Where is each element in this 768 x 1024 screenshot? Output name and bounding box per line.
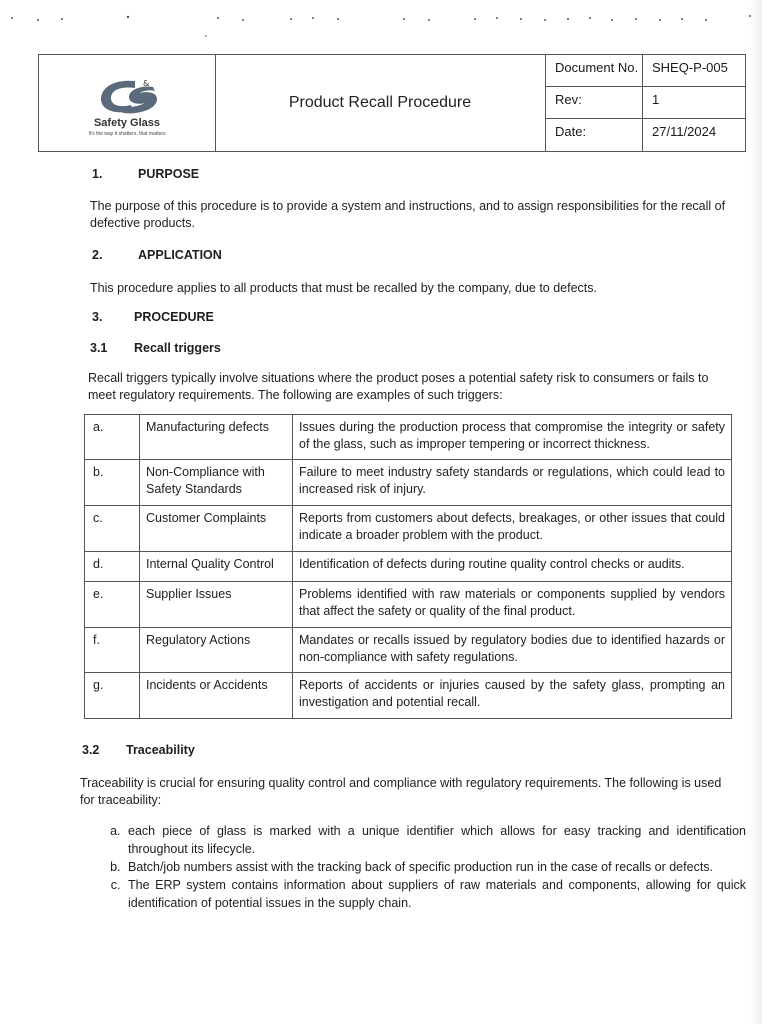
section-number: 3.1 <box>90 341 108 355</box>
trigger-name: Regulatory Actions <box>140 628 293 673</box>
trigger-row <box>85 628 732 673</box>
traceability-item: a. each piece of glass is marked with a unique identifier which allows for easy tracking and identification throughout its lifecycle. <box>124 822 746 858</box>
subsection-heading-recall-triggers <box>90 341 221 355</box>
section-heading-purpose <box>92 167 199 181</box>
section-number: 1. <box>92 167 103 181</box>
svg-text:&: & <box>143 79 150 88</box>
company-name: Safety Glass <box>93 117 161 129</box>
scan-speckles <box>0 12 768 42</box>
trigger-name: Internal Quality Control <box>140 552 293 582</box>
application-text: This procedure applies to all products that must be recalled by the company, due to defects. <box>90 281 597 295</box>
trigger-description: Mandates or recalls issued by regulatory bodies due to identified hazards or non-compliance with safety regulations. <box>293 628 732 673</box>
meta-value: SHEQ-P-005 <box>652 60 728 75</box>
trigger-description: Failure to meet industry safety standards or regulations, which could lead to increased risk of injury. <box>293 460 732 506</box>
trigger-row <box>85 552 732 582</box>
trigger-name: Incidents or Accidents <box>140 673 293 719</box>
logo-cell <box>39 55 216 151</box>
trigger-row <box>85 415 732 460</box>
section-heading-application <box>92 248 222 262</box>
traceability-intro: Traceability is crucial for ensuring quality control and compliance with regulatory requirements. The following is used for traceability: <box>80 776 722 807</box>
meta-value: 27/11/2024 <box>652 124 717 139</box>
section-title: Traceability <box>126 743 195 757</box>
meta-row-document-no <box>546 55 745 87</box>
section-number: 3.2 <box>82 743 100 757</box>
trigger-description: Identification of defects during routine quality control checks or audits. <box>293 552 732 582</box>
trigger-name: Customer Complaints <box>140 506 293 552</box>
trigger-id: b. <box>85 460 140 506</box>
trigger-name: Supplier Issues <box>140 582 293 628</box>
trigger-name: Manufacturing defects <box>140 415 293 460</box>
section-title: PROCEDURE <box>134 310 214 324</box>
meta-label: Rev: <box>546 87 643 118</box>
trigger-row <box>85 673 732 719</box>
recall-triggers-table <box>84 414 732 719</box>
section-title: PURPOSE <box>138 167 200 181</box>
trigger-row <box>85 582 732 628</box>
purpose-text: The purpose of this procedure is to provide a system and instructions, and to assign responsibilities for the recall of defective products. <box>90 199 726 230</box>
trigger-description: Reports of accidents or injuries caused by the safety glass, prompting an investigation and potential recall. <box>293 673 732 719</box>
document-header-table <box>38 54 746 152</box>
trigger-description: Problems identified with raw materials or components supplied by vendors that affect the safety or quality of the final product. <box>293 582 732 628</box>
meta-label: Date: <box>546 119 643 151</box>
trigger-row <box>85 506 732 552</box>
recall-triggers-intro: Recall triggers typically involve situations where the product poses a potential safety risk to consumers or fails to meet regulatory requirements. The following are examples of such triggers: <box>88 371 709 402</box>
trigger-description: Reports from customers about defects, breakages, or other issues that could indicate a broader problem with the product. <box>293 506 732 552</box>
section-heading-procedure <box>92 310 214 324</box>
trigger-id: d. <box>85 552 140 582</box>
section-number: 3. <box>92 310 103 324</box>
meta-value: 1 <box>652 92 660 107</box>
trigger-id: c. <box>85 506 140 552</box>
company-tagline: It's the way it shatters, that matters <box>88 131 166 137</box>
meta-row-rev <box>546 87 745 119</box>
safety-glass-logo-icon <box>95 77 161 117</box>
scan-edge-shadow <box>750 0 762 1024</box>
trigger-id: e. <box>85 582 140 628</box>
trigger-description: Issues during the production process that compromise the integrity or safety of the glass, such as improper tempering or incorrect thickness. <box>293 415 732 460</box>
traceability-item: b. Batch/job numbers assist with the tracking back of specific production run in the case of recalls or defects. <box>124 858 746 876</box>
traceability-list <box>96 822 746 912</box>
trigger-name: Non-Compliance with Safety Standards <box>140 460 293 506</box>
section-title: APPLICATION <box>138 248 222 262</box>
trigger-id: f. <box>85 628 140 673</box>
traceability-item: c. The ERP system contains information about suppliers of raw materials and components, allowing for quick identification of potential issues in the supply chain. <box>124 876 746 912</box>
meta-label: Document No. <box>546 55 643 86</box>
trigger-id: a. <box>85 415 140 460</box>
meta-row-date <box>546 119 745 151</box>
subsection-heading-traceability <box>82 743 195 757</box>
trigger-row <box>85 460 732 506</box>
section-title: Recall triggers <box>134 341 221 355</box>
section-number: 2. <box>92 248 103 262</box>
trigger-id: g. <box>85 673 140 719</box>
document-title: Product Recall Procedure <box>215 55 546 151</box>
document-meta <box>546 55 745 151</box>
